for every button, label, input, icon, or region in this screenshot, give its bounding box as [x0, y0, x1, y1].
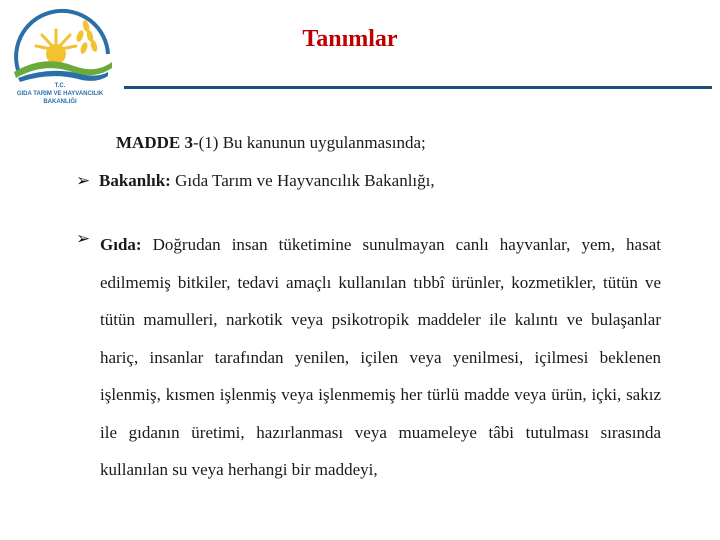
definition-body: Gıda Tarım ve Hayvancılık Bakanlığı, — [170, 171, 435, 190]
title-divider — [124, 86, 712, 89]
arrow-bullet-icon: ➢ — [76, 171, 91, 191]
article-intro-text: -(1) Bu kanunun uygulanmasında; — [192, 133, 426, 152]
logo-line-tc: T.C. — [54, 83, 66, 89]
definition-term: Gıda: — [100, 235, 142, 254]
definition-gida — [100, 226, 661, 489]
arrow-bullet-icon: ➢ — [76, 229, 91, 249]
logo-caption — [4, 82, 116, 106]
article-intro — [116, 133, 426, 153]
definition-body: Doğrudan insan tüketimine sunulmayan canlı hayvanlar, yem, hasat edilmemiş bitkiler, tedavi amaçlı kullanılan tıbbî ürünler, kozmetikler, tütün ve tütün mamulleri, narkotik veya psikotropik maddeler ile kalıntı ve bulaşanlar hariç, insanlar tarafından yenilen, içilen veya yenilmesi, içilmesi beklenen işlenmiş, kısmen işlenmiş veya işlenmemiş her türlü madde veya ürün, içki, sakız ile gıdanın üretimi, hazırlanması veya muameleye tâbi tutulması sırasında kullanılan su veya herhangi bir maddeyi, — [100, 235, 661, 479]
ministry-logo — [4, 6, 122, 114]
page-title: Tanımlar — [302, 26, 398, 52]
logo-line-ministry: GIDA TARIM VE HAYVANCILIK — [16, 91, 104, 97]
logo-line-bakanligi: BAKANLIĞI — [43, 99, 77, 105]
sun-wheat-emblem-icon — [4, 6, 122, 86]
article-label: MADDE 3 — [116, 133, 193, 152]
definition-text — [99, 171, 435, 191]
definition-term: Bakanlık: — [99, 171, 171, 190]
